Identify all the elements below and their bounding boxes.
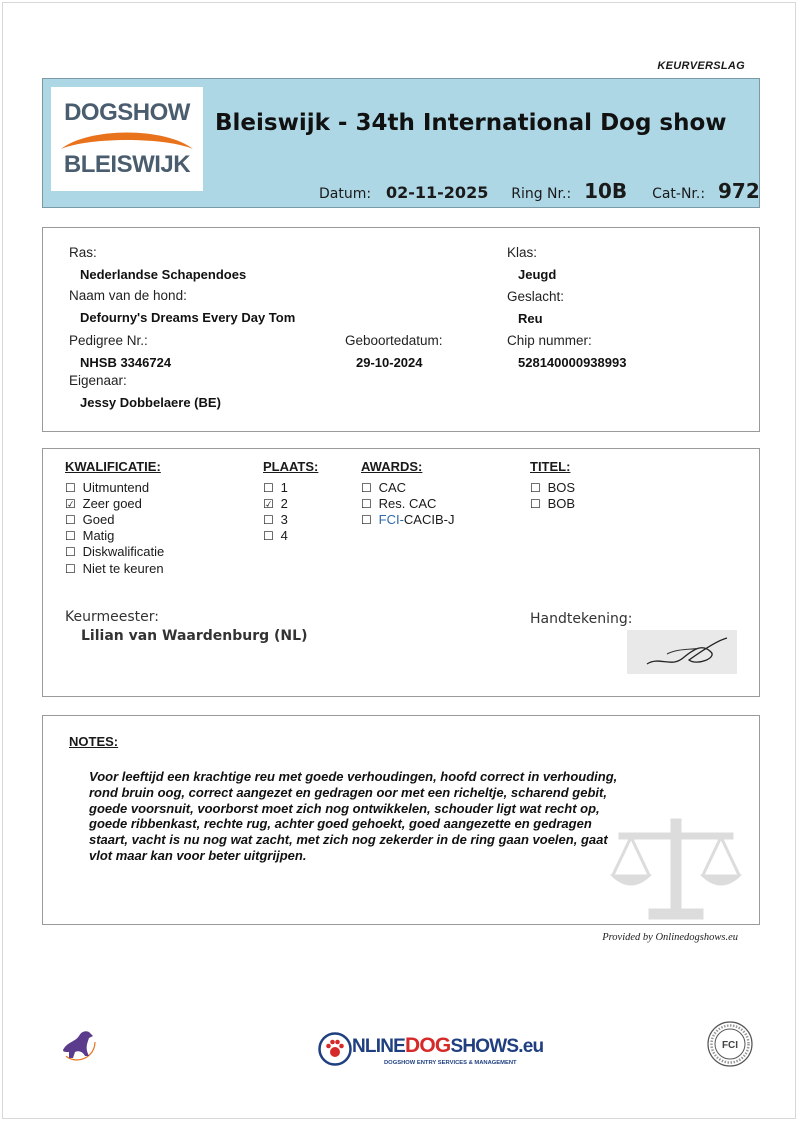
awards-heading: AWARDS:	[361, 459, 423, 474]
qualification-uitmuntend[interactable]: ☐ Uitmuntend	[65, 480, 150, 495]
dogshow-bleiswijk-logo	[51, 87, 203, 191]
place-heading: PLAATS:	[263, 459, 319, 474]
qualification-goed[interactable]: ☐ Goed	[65, 512, 115, 527]
dog-name-label: Naam van de hond:	[69, 288, 187, 303]
checkbox-icon: ☐	[361, 497, 372, 511]
dog-name-value: Defourny's Dreams Every Day Tom	[80, 310, 296, 325]
checkbox-icon: ☐	[65, 529, 76, 543]
paw-icon	[318, 1032, 352, 1066]
award-res-cac[interactable]: ☐ Res. CAC	[361, 496, 437, 511]
birthdate-label: Geboortedatum:	[345, 333, 443, 348]
show-meta	[319, 179, 760, 203]
place-3[interactable]: ☐ 3	[263, 512, 288, 527]
provided-by: Provided by Onlinedogshows.eu	[602, 932, 738, 943]
place-1[interactable]: ☐ 1	[263, 480, 288, 495]
checkbox-icon: ☐	[361, 481, 372, 495]
title-bob[interactable]: ☐ BOB	[530, 496, 576, 511]
logo-line2: BLEISWIJK	[63, 151, 191, 178]
class-value: Jeugd	[518, 267, 557, 282]
checkbox-icon: ☐	[263, 513, 274, 527]
qualification-niet-te-keuren[interactable]: ☐ Niet te keuren	[65, 561, 164, 576]
date-value: 02-11-2025	[385, 183, 489, 202]
qualification-heading: KWALIFICATIE:	[65, 459, 161, 474]
notes-text: Voor leeftijd een krachtige reu met goede verhoudingen, hoofd correct in verhouding, rond bruin oog, correct aangezet en gedragen oor met een richeltje, scharend gebit, goede voorsnuit, voorborst moet zich nog ontwikkelen, schouder ligt wat recht op, goede ribbenkast, rechte rug, achter goed gehoekt, goed aangezette en gedragen staart, vacht is nu nog wat zacht, met zich nog zekerder in de ring gaan voelen, gaat vlot maar kan voor beter uitgrijpen.	[89, 769, 618, 863]
pedigree-label: Pedigree Nr.:	[69, 333, 148, 348]
award-fci-cacib-j[interactable]: ☐ FCI-CACIB-J	[361, 512, 455, 527]
date-label: Datum:	[319, 186, 372, 202]
title-bos[interactable]: ☐ BOS	[530, 480, 576, 495]
checkbox-icon: ☐	[65, 562, 76, 576]
judge-value: Lilian van Waardenburg (NL)	[81, 628, 308, 644]
dog-club-logo-icon	[55, 1020, 99, 1064]
qualification-diskwalificatie[interactable]: ☐ Diskwalificatie	[65, 544, 165, 559]
cat-label: Cat-Nr.:	[652, 186, 706, 202]
title-heading: TITEL:	[530, 459, 571, 474]
logo-line1: DOGSHOW	[64, 99, 190, 126]
onlinedogshows-logo	[318, 1028, 544, 1072]
show-title: Bleiswijk - 34th International Dog show	[215, 110, 727, 136]
checkbox-icon: ☐	[530, 481, 541, 495]
place-4[interactable]: ☐ 4	[263, 528, 288, 543]
checkbox-checked-icon: ☑	[65, 497, 76, 511]
header-banner	[42, 78, 760, 208]
judging-section	[42, 448, 760, 697]
logo-swoosh-icon	[59, 125, 195, 151]
ring-label: Ring Nr.:	[511, 186, 572, 202]
birthdate-value: 29-10-2024	[356, 355, 423, 370]
owner-value: Jessy Dobbelaere (BE)	[80, 395, 221, 410]
onlinedogshows-tagline: DOGSHOW ENTRY SERVICES & MANAGEMENT	[384, 1060, 517, 1066]
signature-image	[627, 630, 737, 674]
cat-value: 972	[717, 179, 760, 203]
judge-label: Keurmeester:	[65, 609, 159, 625]
sex-label: Geslacht:	[507, 289, 565, 304]
svg-text:FCI: FCI	[721, 1040, 739, 1051]
checkbox-icon: ☐	[65, 481, 76, 495]
document-type: KEURVERSLAG	[657, 60, 745, 72]
checkbox-checked-icon: ☑	[263, 497, 274, 511]
dog-info-section	[42, 227, 760, 432]
checkbox-icon: ☐	[263, 481, 274, 495]
fci-seal-icon	[706, 1020, 754, 1068]
pedigree-value: NHSB 3346724	[80, 355, 172, 370]
checkbox-icon: ☐	[65, 545, 76, 559]
chip-value: 528140000938993	[518, 355, 627, 370]
qualification-zeer-goed[interactable]: ☑ Zeer goed	[65, 496, 142, 511]
notes-section	[42, 715, 760, 925]
checkbox-icon: ☐	[65, 513, 76, 527]
breed-label: Ras:	[69, 245, 97, 260]
onlinedogshows-wordmark: NLINEDOGSHOWS.eu	[352, 1034, 544, 1057]
qualification-matig[interactable]: ☐ Matig	[65, 528, 115, 543]
notes-heading: NOTES:	[69, 734, 119, 749]
signature-label: Handtekening:	[530, 611, 633, 627]
checkbox-icon: ☐	[530, 497, 541, 511]
checkbox-icon: ☐	[263, 529, 274, 543]
breed-value: Nederlandse Schapendoes	[80, 267, 247, 282]
ring-value: 10B	[584, 179, 628, 203]
award-cac[interactable]: ☐ CAC	[361, 480, 407, 495]
chip-label: Chip nummer:	[507, 333, 592, 348]
sex-value: Reu	[518, 311, 543, 326]
class-label: Klas:	[507, 245, 538, 260]
owner-label: Eigenaar:	[69, 373, 127, 388]
checkbox-icon: ☐	[361, 513, 372, 527]
place-2[interactable]: ☑ 2	[263, 496, 288, 511]
